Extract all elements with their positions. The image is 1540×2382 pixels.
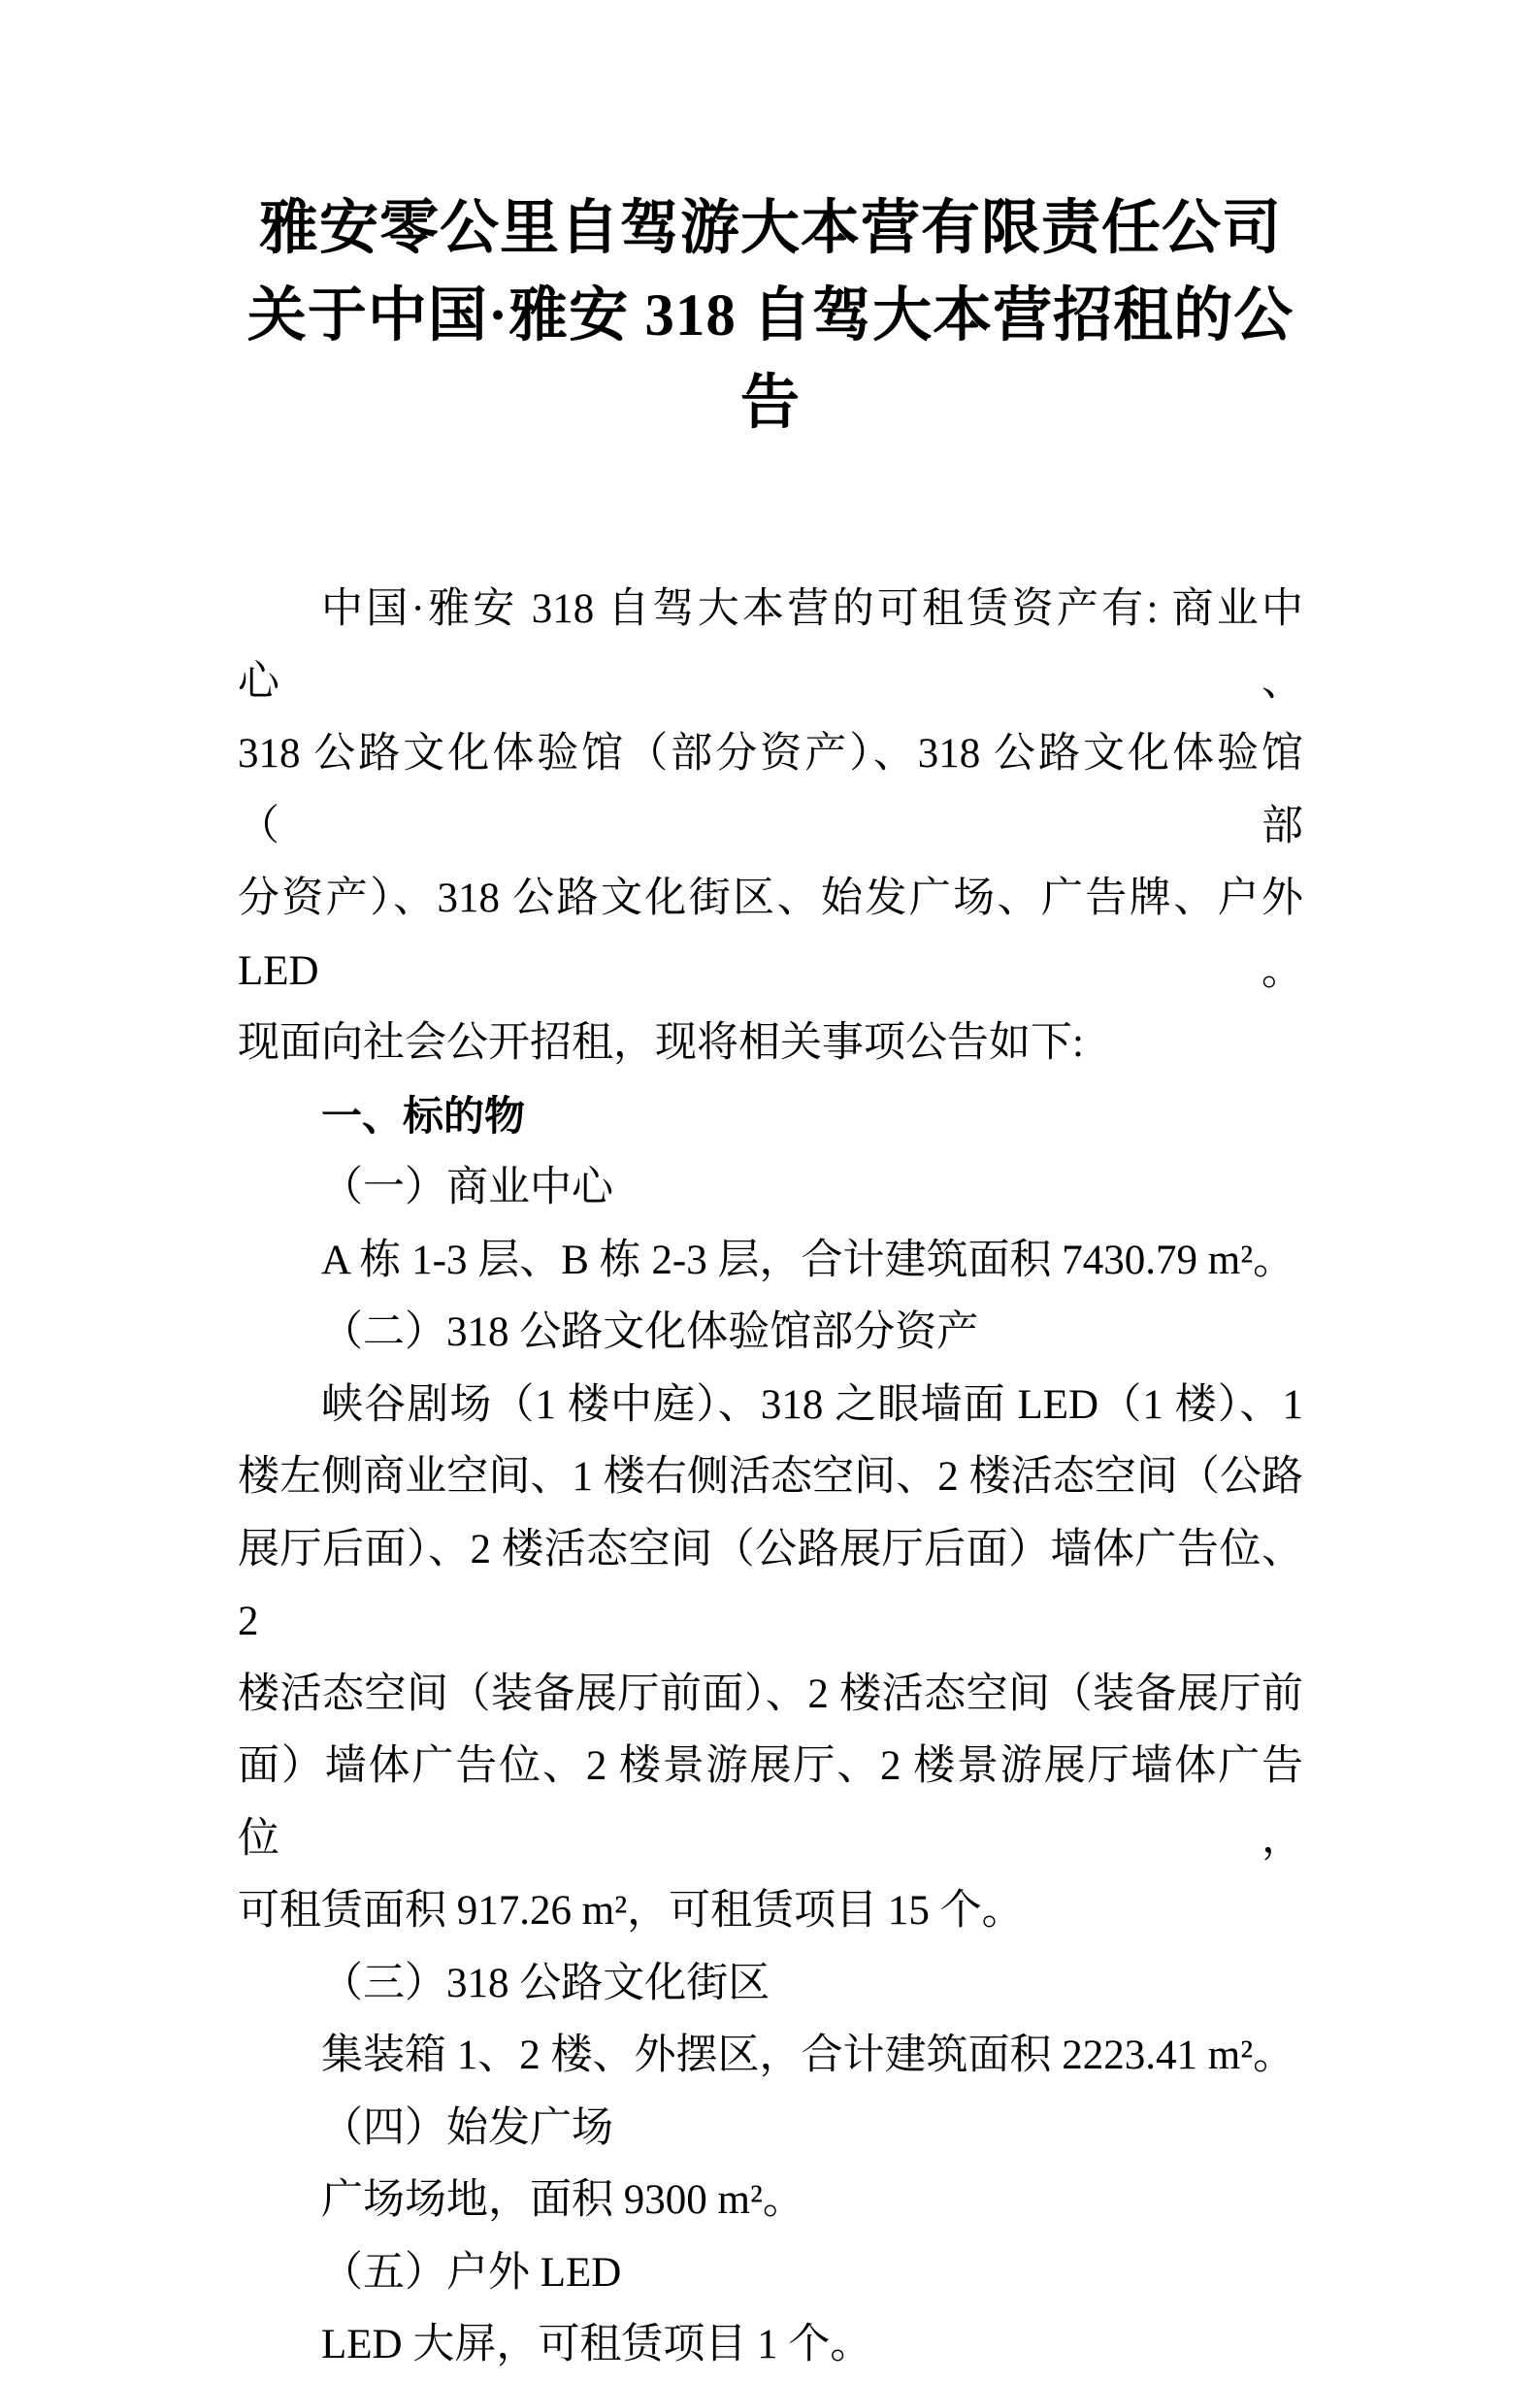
sub-4-heading: （四）始发广场 bbox=[321, 2104, 613, 2151]
sub-3-body: 集装箱 1、2 楼、外摆区，合计建筑面积 2223.41 m²。 bbox=[321, 2033, 1295, 2078]
sub-2-heading: （二）318 公路文化体验馆部分资产 bbox=[321, 1309, 979, 1355]
sub-2-body-4: 楼活态空间（装备展厅前面）、2 楼活态空间（装备展厅前 bbox=[238, 1671, 1303, 1717]
title-line-1: 雅安零公里自驾游大本营有限责任公司 bbox=[258, 196, 1282, 261]
sub-2-body-2: 楼左侧商业空间、1 楼右侧活态空间、2 楼活态空间（公路 bbox=[238, 1454, 1303, 1500]
sub-4-body: 广场场地，面积 9300 m²。 bbox=[321, 2177, 804, 2223]
intro-line-4: 现面向社会公开招租，现将相关事项公告如下: bbox=[238, 1020, 1084, 1066]
sub-2-body-5: 面）墙体广告位、2 楼景游展厅、2 楼景游展厅墙体广告位， bbox=[238, 1743, 1303, 1862]
sub-1-heading: （一）商业中心 bbox=[321, 1165, 613, 1210]
sub-2-body-3: 展厅后面）、2 楼活态空间（公路展厅后面）墙体广告位、2 bbox=[238, 1526, 1303, 1644]
sub-5-body: LED 大屏，可租赁项目 1 个。 bbox=[321, 2322, 872, 2367]
document-content bbox=[238, 0, 1303, 2382]
sub-1-body: A 栋 1-3 层、B 栋 2-3 层，合计建筑面积 7430.79 m²。 bbox=[321, 1237, 1295, 1283]
intro-line-2: 318 公路文化体验馆（部分资产）、318 公路文化体验馆（部 bbox=[238, 731, 1303, 849]
sub-3-heading: （三）318 公路文化街区 bbox=[321, 1960, 770, 2006]
title-line-2: 关于中国·雅安 318 自驾大本营招租的公告 bbox=[246, 283, 1294, 436]
sub-5-heading: （五）户外 LED bbox=[321, 2249, 622, 2296]
section-1-heading: 一、标的物 bbox=[321, 1092, 526, 1139]
intro-line-3: 分资产）、318 公路文化街区、始发广场、广告牌、户外 LED。 bbox=[238, 876, 1303, 994]
intro-line-1: 中国·雅安 318 自驾大本营的可租赁资产有: 商业中心、 bbox=[238, 586, 1303, 705]
document-body bbox=[238, 574, 1303, 2382]
document-title bbox=[238, 0, 1303, 447]
sub-2-body-1: 峡谷剧场（1 楼中庭）、318 之眼墙面 LED（1 楼）、1 bbox=[321, 1381, 1303, 1428]
sub-2-body-6: 可租赁面积 917.26 m²，可租赁项目 15 个。 bbox=[238, 1888, 1024, 1934]
